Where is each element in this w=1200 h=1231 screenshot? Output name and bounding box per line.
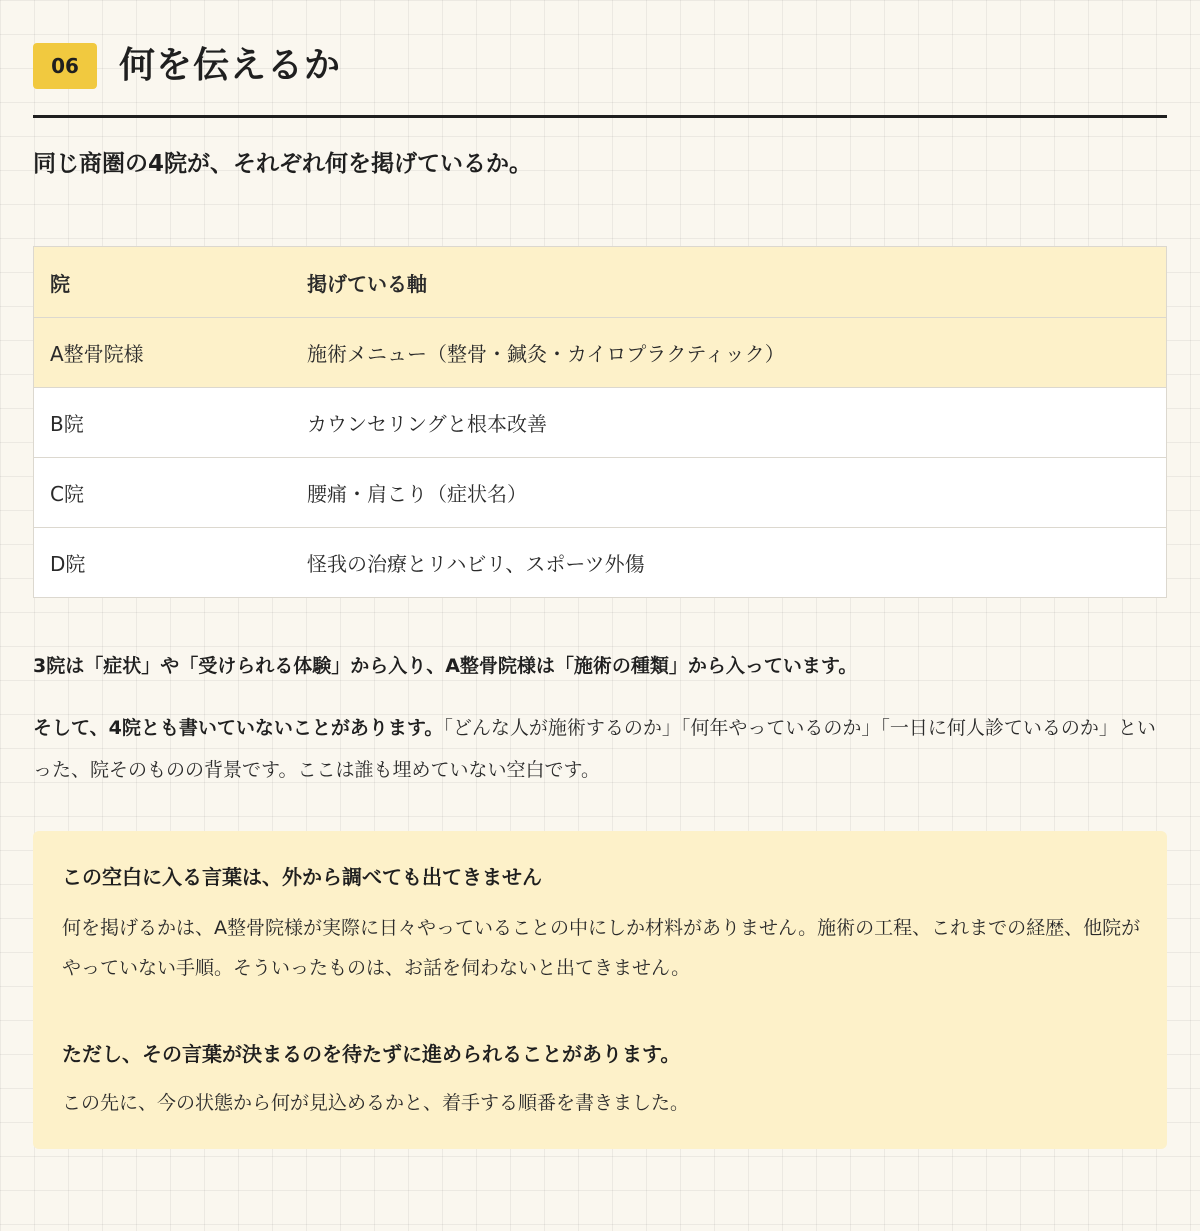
clinic-comparison-table bbox=[33, 246, 1167, 598]
page-title: 何を伝えるか bbox=[119, 45, 342, 86]
gap-paragraph bbox=[33, 707, 1167, 791]
section-header bbox=[33, 43, 1167, 118]
callout-heading: この空白に入る言葉は、外から調べても出てきません bbox=[62, 865, 542, 889]
table-header-clinic: 院 bbox=[50, 271, 70, 296]
callout-heading-secondary: ただし、その言葉が決まるのを待たずに進められることがあります。 bbox=[62, 1042, 681, 1066]
table-cell-clinic: D院 bbox=[50, 552, 86, 576]
section-subtitle: 同じ商圏の4院が、それぞれ何を掲げているか。 bbox=[33, 151, 533, 177]
table-row bbox=[34, 457, 1166, 527]
table-row bbox=[34, 317, 1166, 387]
table-cell-axis: 施術メニュー（整骨・鍼灸・カイロプラクティック） bbox=[307, 342, 785, 366]
table-cell-clinic: B院 bbox=[50, 412, 84, 436]
table-cell-clinic: A整骨院様 bbox=[50, 342, 144, 366]
callout-body-secondary: この先に、今の状態から何が見込めるかと、着手する順番を書きました。 bbox=[62, 1092, 690, 1114]
table-cell-axis: カウンセリングと根本改善 bbox=[307, 412, 547, 436]
summary-paragraph: 3院は「症状」や「受けられる体験」から入り、A整骨院様は「施術の種類」から入っています。 bbox=[33, 655, 858, 677]
table-row bbox=[34, 387, 1166, 457]
table-header-axis: 掲げている軸 bbox=[307, 271, 427, 296]
table-header-row bbox=[34, 247, 1166, 317]
section-number-badge: 06 bbox=[33, 43, 97, 89]
callout-body: 何を掲げるかは、A整骨院様が実際に日々やっていることの中にしか材料がありません。施術の工程、これまでの経歴、他院がやっていない手順。そういったものは、お話を伺わないと出てきません。 bbox=[62, 917, 1141, 979]
callout-box bbox=[33, 831, 1167, 1149]
table-cell-axis: 腰痛・肩こり（症状名） bbox=[307, 482, 527, 506]
gap-paragraph-lead: そして、4院とも書いていないことがあります。 bbox=[33, 717, 444, 739]
table-row bbox=[34, 527, 1166, 597]
gap-paragraph-body: 「どんな人が施術するのか」「何年やっているのか」「一日に何人診ているのか」といった、院そのものの背景です。ここは誰も埋めていない空白です。 bbox=[33, 717, 1156, 781]
table-cell-clinic: C院 bbox=[50, 482, 84, 506]
table-cell-axis: 怪我の治療とリハビリ、スポーツ外傷 bbox=[307, 552, 645, 576]
